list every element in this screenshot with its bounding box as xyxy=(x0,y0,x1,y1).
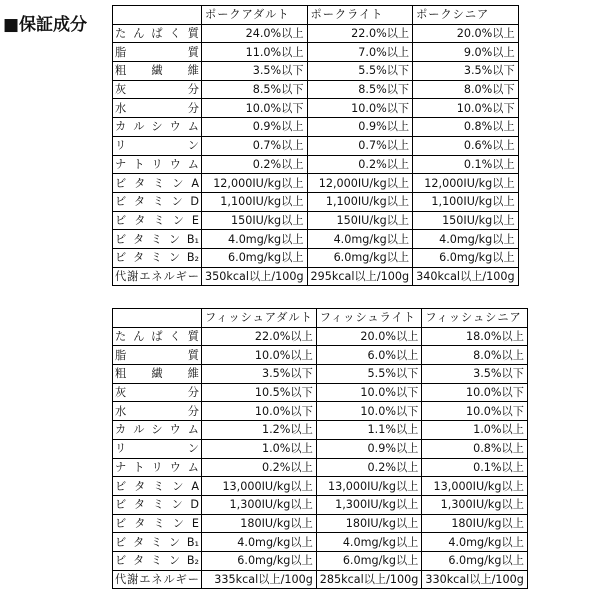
nutrient-value: 10.0%以下 xyxy=(316,383,422,402)
header-corner-cell xyxy=(113,309,202,328)
nutrient-value: 5.5%以下 xyxy=(307,62,413,81)
nutrient-value: 180IU/kg以上 xyxy=(202,514,317,533)
nutrient-value: 0.1%以上 xyxy=(422,458,528,477)
nutrient-label: 粗繊維 xyxy=(113,62,202,81)
column-header: フィッシュアダルト xyxy=(202,309,317,328)
column-header: フィッシュライト xyxy=(316,309,422,328)
table-row xyxy=(113,136,519,155)
nutrient-value: 4.0mg/kg以上 xyxy=(422,533,528,552)
nutrient-value: 0.8%以上 xyxy=(413,118,519,137)
table-row xyxy=(113,174,519,193)
nutrient-label: カルシウム xyxy=(113,421,202,440)
nutrient-value: 10.5%以下 xyxy=(202,383,317,402)
nutrient-value: 4.0mg/kg以上 xyxy=(413,230,519,249)
nutrient-label: 代謝エネルギー xyxy=(113,267,202,286)
nutrient-value: 1,100IU/kg以上 xyxy=(413,192,519,211)
nutrient-value: 10.0%以下 xyxy=(422,383,528,402)
nutrient-value: 0.7%以上 xyxy=(307,136,413,155)
nutrient-value: 1,100IU/kg以上 xyxy=(202,192,308,211)
nutrient-label: ビタミンE xyxy=(113,211,202,230)
nutrient-value: 6.0%以上 xyxy=(316,346,422,365)
table-row xyxy=(113,383,528,402)
nutrient-label: ビタミンD xyxy=(113,192,202,211)
nutrient-value: 10.0%以下 xyxy=(316,402,422,421)
nutrient-value: 10.0%以下 xyxy=(422,402,528,421)
nutrient-label: カルシウム xyxy=(113,118,202,137)
page-heading: ■保証成分 xyxy=(3,15,88,35)
nutrient-value: 4.0mg/kg以上 xyxy=(307,230,413,249)
nutrient-label: 灰分 xyxy=(113,80,202,99)
table-row xyxy=(113,533,528,552)
nutrient-value: 4.0mg/kg以上 xyxy=(202,230,308,249)
nutrient-value: 3.5%以下 xyxy=(422,365,528,384)
table-row xyxy=(113,118,519,137)
nutrient-label: 灰分 xyxy=(113,383,202,402)
nutrient-value: 12,000IU/kg以上 xyxy=(413,174,519,193)
nutrient-label: ナトリウム xyxy=(113,458,202,477)
nutrient-value: 150IU/kg以上 xyxy=(307,211,413,230)
table-row xyxy=(113,62,519,81)
nutrient-value: 22.0%以上 xyxy=(307,24,413,43)
table-row xyxy=(113,439,528,458)
nutrient-label: 水分 xyxy=(113,402,202,421)
nutrient-value: 6.0mg/kg以上 xyxy=(202,551,317,570)
nutrient-value: 0.7%以上 xyxy=(202,136,308,155)
nutrient-label: 水分 xyxy=(113,99,202,118)
nutrient-value: 330kcal以上/100g xyxy=(422,570,528,589)
column-header: ポークライト xyxy=(307,6,413,25)
nutrient-value: 6.0mg/kg以上 xyxy=(307,248,413,267)
table-row xyxy=(113,514,528,533)
nutrient-value: 8.0%以上 xyxy=(422,346,528,365)
nutrient-label: ビタミンB₁ xyxy=(113,230,202,249)
nutrient-value: 0.2%以上 xyxy=(307,155,413,174)
nutrient-value: 10.0%以下 xyxy=(202,402,317,421)
nutrient-value: 22.0%以上 xyxy=(202,327,317,346)
nutrient-value: 10.0%以上 xyxy=(202,346,317,365)
nutrient-value: 9.0%以上 xyxy=(413,43,519,62)
nutrient-label: ビタミンE xyxy=(113,514,202,533)
nutrient-value: 0.8%以上 xyxy=(422,439,528,458)
nutrient-value: 285kcal以上/100g xyxy=(316,570,422,589)
nutrient-value: 0.6%以上 xyxy=(413,136,519,155)
nutrient-value: 20.0%以上 xyxy=(413,24,519,43)
nutrient-value: 1,300IU/kg以上 xyxy=(316,495,422,514)
nutrient-value: 0.9%以上 xyxy=(316,439,422,458)
nutrient-value: 1.1%以上 xyxy=(316,421,422,440)
table-header-row xyxy=(113,6,519,25)
nutrient-label: 脂質 xyxy=(113,43,202,62)
nutrient-value: 0.2%以上 xyxy=(316,458,422,477)
nutrient-label: ビタミンD xyxy=(113,495,202,514)
nutrient-value: 11.0%以上 xyxy=(202,43,308,62)
table-row xyxy=(113,346,528,365)
table-row xyxy=(113,267,519,286)
table-row xyxy=(113,99,519,118)
nutrient-value: 1.0%以上 xyxy=(422,421,528,440)
nutrient-value: 7.0%以上 xyxy=(307,43,413,62)
table-row xyxy=(113,495,528,514)
nutrient-value: 0.2%以上 xyxy=(202,155,308,174)
nutrient-value: 12,000IU/kg以上 xyxy=(202,174,308,193)
table-row xyxy=(113,155,519,174)
nutrient-value: 1.2%以上 xyxy=(202,421,317,440)
nutrient-label: 代謝エネルギー xyxy=(113,570,202,589)
nutrient-value: 0.2%以上 xyxy=(202,458,317,477)
nutrient-value: 335kcal以上/100g xyxy=(202,570,317,589)
nutrient-label: 脂質 xyxy=(113,346,202,365)
pork-nutrition-table xyxy=(112,5,519,286)
nutrient-value: 1.0%以上 xyxy=(202,439,317,458)
nutrient-value: 10.0%以下 xyxy=(202,99,308,118)
nutrient-value: 4.0mg/kg以上 xyxy=(202,533,317,552)
table-row xyxy=(113,365,528,384)
nutrient-value: 0.9%以上 xyxy=(307,118,413,137)
nutrient-value: 20.0%以上 xyxy=(316,327,422,346)
nutrient-value: 8.5%以下 xyxy=(307,80,413,99)
nutrient-value: 8.5%以下 xyxy=(202,80,308,99)
header-corner-cell xyxy=(113,6,202,25)
table-row xyxy=(113,80,519,99)
table-row xyxy=(113,248,519,267)
table-row xyxy=(113,24,519,43)
nutrient-value: 350kcal以上/100g xyxy=(202,267,308,286)
nutrient-value: 6.0mg/kg以上 xyxy=(422,551,528,570)
nutrient-value: 13,000IU/kg以上 xyxy=(316,477,422,496)
column-header: ポークアダルト xyxy=(202,6,308,25)
table-row xyxy=(113,570,528,589)
nutrient-label: ビタミンB₂ xyxy=(113,551,202,570)
nutrient-label: ビタミンB₂ xyxy=(113,248,202,267)
table-row xyxy=(113,421,528,440)
nutrient-label: ビタミンB₁ xyxy=(113,533,202,552)
nutrient-label: リン xyxy=(113,136,202,155)
nutrient-value: 18.0%以上 xyxy=(422,327,528,346)
nutrient-value: 1,100IU/kg以上 xyxy=(307,192,413,211)
nutrient-value: 3.5%以下 xyxy=(202,62,308,81)
table-row xyxy=(113,402,528,421)
nutrient-value: 0.1%以上 xyxy=(413,155,519,174)
nutrient-value: 13,000IU/kg以上 xyxy=(202,477,317,496)
fish-nutrition-table xyxy=(112,308,528,589)
nutrient-value: 340kcal以上/100g xyxy=(413,267,519,286)
nutrient-value: 1,300IU/kg以上 xyxy=(202,495,317,514)
table-row xyxy=(113,230,519,249)
nutrient-label: ビタミンA xyxy=(113,477,202,496)
nutrient-value: 13,000IU/kg以上 xyxy=(422,477,528,496)
nutrient-value: 12,000IU/kg以上 xyxy=(307,174,413,193)
table-header-row xyxy=(113,309,528,328)
column-header: フィッシュシニア xyxy=(422,309,528,328)
nutrient-label: リン xyxy=(113,439,202,458)
nutrient-value: 8.0%以下 xyxy=(413,80,519,99)
nutrient-label: 粗繊維 xyxy=(113,365,202,384)
nutrient-value: 24.0%以上 xyxy=(202,24,308,43)
table-row xyxy=(113,551,528,570)
nutrient-value: 3.5%以下 xyxy=(413,62,519,81)
nutrient-label: たんぱく質 xyxy=(113,327,202,346)
nutrient-label: ナトリウム xyxy=(113,155,202,174)
column-header: ポークシニア xyxy=(413,6,519,25)
nutrient-value: 295kcal以上/100g xyxy=(307,267,413,286)
nutrient-label: たんぱく質 xyxy=(113,24,202,43)
table-row xyxy=(113,477,528,496)
nutrient-value: 1,300IU/kg以上 xyxy=(422,495,528,514)
table-row xyxy=(113,43,519,62)
table-row xyxy=(113,211,519,230)
nutrient-value: 3.5%以下 xyxy=(202,365,317,384)
nutrient-value: 6.0mg/kg以上 xyxy=(202,248,308,267)
nutrient-value: 5.5%以下 xyxy=(316,365,422,384)
nutrient-value: 0.9%以上 xyxy=(202,118,308,137)
nutrient-value: 10.0%以下 xyxy=(307,99,413,118)
nutrient-value: 6.0mg/kg以上 xyxy=(413,248,519,267)
nutrient-value: 4.0mg/kg以上 xyxy=(316,533,422,552)
nutrient-value: 180IU/kg以上 xyxy=(422,514,528,533)
nutrient-value: 180IU/kg以上 xyxy=(316,514,422,533)
nutrient-value: 10.0%以下 xyxy=(413,99,519,118)
nutrient-value: 150IU/kg以上 xyxy=(413,211,519,230)
nutrient-value: 6.0mg/kg以上 xyxy=(316,551,422,570)
table-row xyxy=(113,458,528,477)
nutrient-label: ビタミンA xyxy=(113,174,202,193)
nutrient-value: 150IU/kg以上 xyxy=(202,211,308,230)
table-row xyxy=(113,327,528,346)
table-row xyxy=(113,192,519,211)
